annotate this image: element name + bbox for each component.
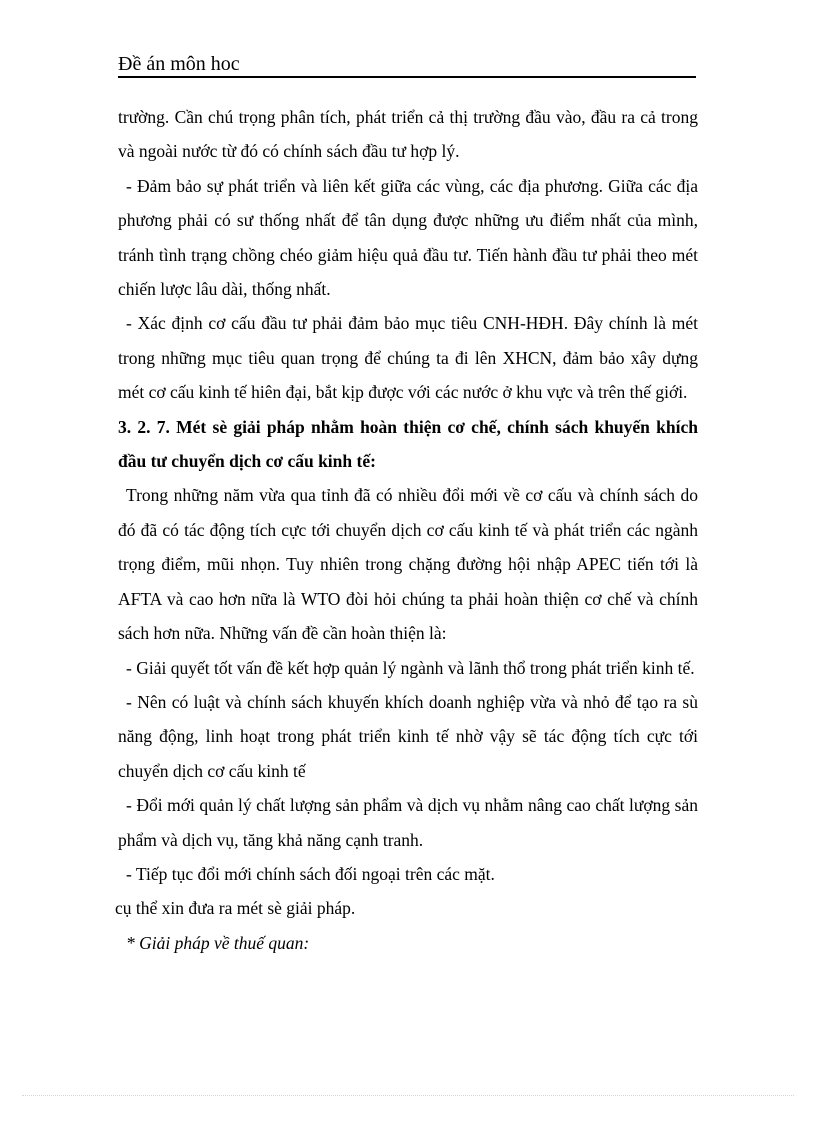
paragraph-solutions: cụ thể xin đưa ra mét sè giải pháp.: [115, 898, 356, 919]
bullet-investment-structure: - Xác định cơ cấu đầu tư phải đảm bảo mục tiêu CNH-HĐH. Đây chính là mét trong những mục tiêu quan trọng để chúng ta đi lên XHCN, đảm bảo xây dựng mét cơ cấu kinh tế hiên đại, bắt kịp được với các nước ở khu vực và trên thế giới.: [118, 313, 698, 403]
bullet-management: - Giải quyết tốt vấn đề kết hợp quản lý ngành và lãnh thổ trong phát triển kinh tế.: [126, 657, 695, 678]
paragraph-intro: Trong những năm vừa qua tỉnh đã có nhiều đổi mới về cơ cấu và chính sách do đó đã có tác động tích cực tới chuyển dịch cơ cấu kinh tế và phát triển các ngành trọng điểm, mũi nhọn. Tuy nhiên trong chặng đường hội nhập APEC tiến tới là AFTA và cao hơn nữa là WTO đòi hỏi chúng ta phải hoàn thiện cơ chế và chính sách hơn nữa. Những vấn đề cần hoàn thiện là:: [118, 485, 698, 644]
subheading-tariff: * Giải pháp về thuế quan:: [126, 932, 310, 953]
bullet-sme-policy: - Nên có luật và chính sách khuyến khích doanh nghiệp vừa và nhỏ để tạo ra sù năng động, linh hoạt trong phát triển kinh tế nhờ vậy sẽ tác động tích cực tới chuyển dịch cơ cấu kinh tế: [118, 691, 698, 781]
bullet-regional-development: - Đảm bảo sự phát triển và liên kết giữa các vùng, các địa phương. Giữa các địa phương phải có sư thống nhất để tân dụng được những ưu điểm nhất của mình, tránh tình trạng chồng chéo giảm hiệu quả đầu tư. Tiến hành đầu tư phải theo mét chiến lược lâu dài, thống nhất.: [118, 175, 698, 300]
document-body: [115, 100, 698, 960]
section-heading: 3. 2. 7. Mét sè giải pháp nhằm hoàn thiện cơ chế, chính sách khuyến khích đầu tư chuyển dịch cơ cấu kinh tế:: [118, 416, 698, 472]
bullet-foreign-policy: - Tiếp tục đổi mới chính sách đối ngoại trên các mặt.: [126, 863, 495, 884]
page-bottom-divider: [22, 1095, 794, 1096]
paragraph-continuation: trường. Cần chú trọng phân tích, phát triển cả thị trường đầu vào, đầu ra cả trong và ngoài nước từ đó có chính sách đầu tư hợp lý.: [118, 107, 698, 162]
bullet-quality: - Đổi mới quản lý chất lượng sản phẩm và dịch vụ nhằm nâng cao chất lượng sản phẩm và dịch vụ, tăng khả năng cạnh tranh.: [118, 795, 698, 850]
header-title: Đề án môn hoc: [118, 53, 240, 75]
page-header: [118, 52, 696, 78]
